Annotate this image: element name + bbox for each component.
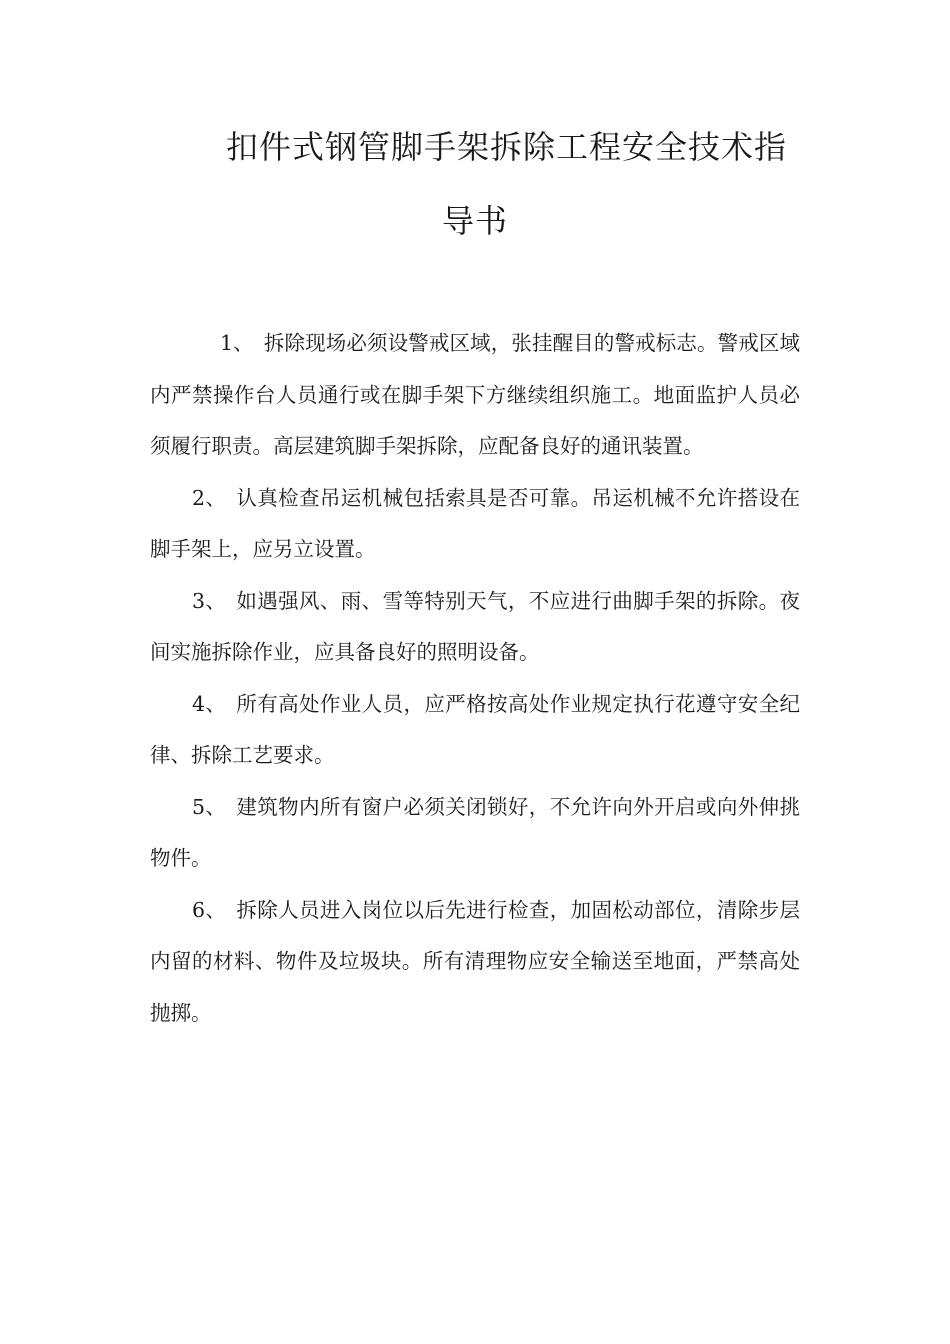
paragraph-text: 建筑物内所有窗户必须关闭锁好，不允许向外开启或向外伸挑物件。 [150, 794, 800, 870]
paragraph-number: 2、 [192, 485, 227, 510]
paragraph-4 [150, 679, 800, 782]
paragraph-3 [150, 576, 800, 679]
paragraph-text: 拆除现场必须设警戒区域，张挂醒目的警戒标志。警戒区域内严禁操作台人员通行或在脚手架下方继续组织施工。地面监护人员必须履行职责。高层建筑脚手架拆除，应配备良好的通讯装置。 [150, 331, 801, 458]
paragraph-text: 所有高处作业人员，应严格按高处作业规定执行花遵守安全纪律、拆除工艺要求。 [150, 691, 800, 767]
paragraph-number: 6、 [192, 897, 227, 922]
paragraph-number: 5、 [192, 794, 227, 819]
document-body [150, 318, 800, 1039]
paragraph-number: 4、 [192, 691, 227, 716]
paragraph-text: 如遇强风、雨、雪等特别天气，不应进行曲脚手架的拆除。夜间实施拆除作业，应具备良好的照明设备。 [150, 588, 800, 664]
document-title-line-2: 导书 [442, 202, 509, 240]
paragraph-text: 拆除人员进入岗位以后先进行检查，加固松动部位，清除步层内留的材料、物件及垃圾块。所有清理物应安全输送至地面，严禁高处抛掷。 [150, 897, 800, 1025]
paragraph-6 [150, 885, 800, 1040]
paragraph-number: 1、 [220, 331, 254, 355]
paragraph-number: 3、 [192, 588, 227, 613]
paragraph-5 [150, 782, 800, 885]
paragraph-1 [150, 318, 800, 473]
paragraph-2 [150, 473, 800, 576]
document-title-line-1: 扣件式钢管脚手架拆除工程安全技术指 [226, 128, 788, 166]
paragraph-text: 认真检查吊运机械包括索具是否可靠。吊运机械不允许搭设在脚手架上，应另立设置。 [150, 485, 800, 561]
